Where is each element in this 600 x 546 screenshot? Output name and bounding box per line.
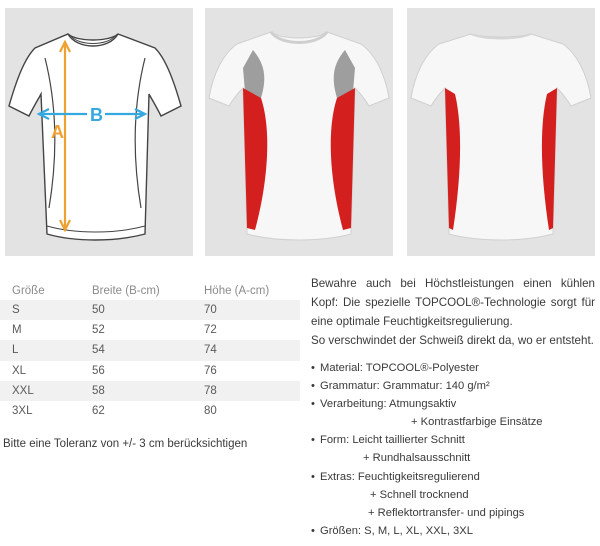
product-description <box>311 274 595 350</box>
bullet-icon: • <box>311 470 315 483</box>
spec-groessen: Größen: S, M, L, XL, XXL, 3XL <box>320 524 473 537</box>
table-row <box>0 320 300 340</box>
cell-height: 70 <box>192 300 300 320</box>
spec-item-verarbeitung <box>311 395 600 431</box>
spec-item-form <box>311 431 600 467</box>
spec-form: Form: Leicht taillierter Schnitt <box>320 434 465 447</box>
bullet-icon: • <box>311 524 315 537</box>
table-row <box>0 361 300 381</box>
table-row <box>0 381 300 401</box>
cell-width: 56 <box>92 364 105 377</box>
cell-size: S <box>0 300 80 320</box>
header-height: Höhe (A-cm) <box>204 285 270 297</box>
spec-extras: Extras: Feuchtigkeitsregulierend <box>320 470 480 483</box>
tolerance-note: Bitte eine Toleranz von +/- 3 cm berücksichtigen <box>3 438 248 450</box>
table-row <box>0 340 300 360</box>
shirt-outline-illustration <box>5 8 193 256</box>
table-row <box>0 300 300 320</box>
cell-width: 52 <box>92 324 105 337</box>
spec-list <box>311 359 600 540</box>
cell-width: 50 <box>80 300 192 320</box>
label-b: B <box>90 105 103 125</box>
spec-extras-cont-1: + Schnell trocknend <box>370 488 469 501</box>
bullet-icon: • <box>311 362 315 374</box>
size-table-header <box>0 282 300 300</box>
header-width: Breite (B-cm) <box>92 285 160 297</box>
cell-width: 58 <box>80 381 192 401</box>
cell-size: XXL <box>0 381 80 401</box>
label-a: A <box>51 122 64 142</box>
description-line2: So verschwindet der Schweiß direkt da, wo er entsteht. <box>311 334 594 347</box>
spec-material: Material: TOPCOOL®-Polyester <box>320 362 479 374</box>
cell-size: L <box>0 340 80 360</box>
size-table <box>0 282 300 421</box>
spec-item-groessen <box>311 522 600 540</box>
cell-height: 78 <box>192 381 300 401</box>
cell-height: 80 <box>204 405 217 418</box>
header-size: Größe <box>12 285 45 297</box>
description-intro: Bewahre auch bei Höchstleistungen einen kühlen Kopf: Die spezielle TOPCOOL®-Technologie sorgt für eine optimale Feuchtigkeitsregulierung. <box>311 277 595 328</box>
cell-height: 76 <box>204 364 217 377</box>
spec-form-cont: + Rundhalsausschnitt <box>363 452 471 465</box>
spec-verarbeitung-cont: + Kontrastfarbige Einsätze <box>411 416 543 429</box>
shirt-back-view <box>407 8 595 256</box>
bullet-icon: • <box>311 380 315 393</box>
bullet-icon: • <box>311 398 315 411</box>
bullet-icon: • <box>311 434 315 447</box>
shirt-front-view <box>205 8 393 256</box>
spec-verarbeitung: Verarbeitung: Atmungsaktiv <box>320 398 457 411</box>
cell-height: 74 <box>192 340 300 360</box>
cell-size: M <box>12 324 22 337</box>
cell-size: 3XL <box>12 405 33 418</box>
table-row <box>0 401 300 421</box>
spec-extras-cont-2: + Reflektortransfer- und pipings <box>368 506 525 519</box>
spec-item-grammatur <box>311 377 600 395</box>
shirt-back-illustration <box>407 8 595 256</box>
spec-grammatur: Grammatur: Grammatur: 140 g/m² <box>320 380 490 393</box>
spec-item-material <box>311 359 600 377</box>
cell-height: 72 <box>204 324 217 337</box>
shirt-front-illustration <box>205 8 393 256</box>
cell-width: 62 <box>92 405 105 418</box>
cell-width: 54 <box>80 340 192 360</box>
cell-size: XL <box>12 364 27 377</box>
spec-item-extras <box>311 468 600 522</box>
measurement-diagram <box>5 8 193 256</box>
